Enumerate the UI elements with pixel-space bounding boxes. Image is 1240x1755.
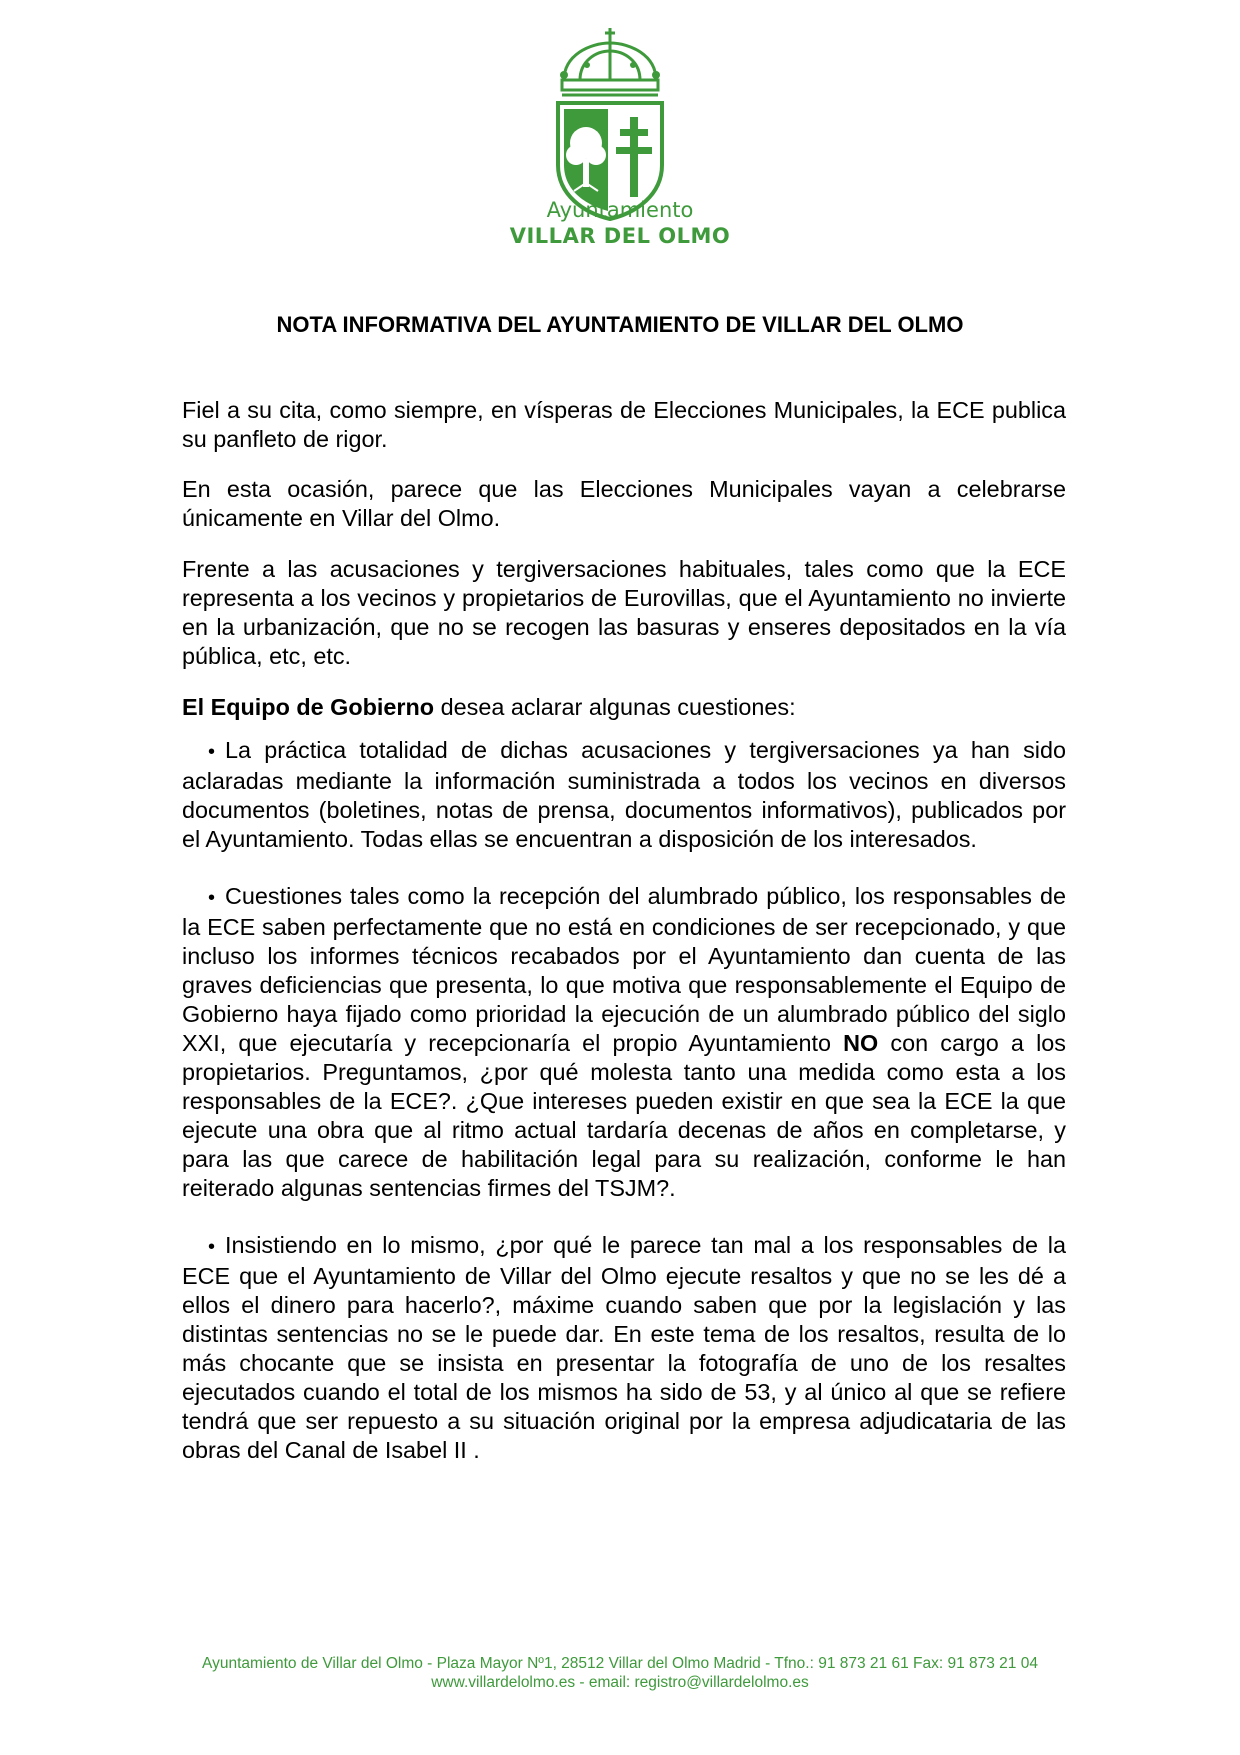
org-town: VILLAR DEL OLMO [509, 224, 731, 248]
paragraph-2: En esta ocasión, parece que las Elecciones Municipales vayan a celebrarse únicamente en Villar del Olmo. [182, 476, 1066, 531]
bullet-item-3-text: Insistiendo en lo mismo, ¿por qué le parece tan mal a los responsables de la ECE que el Ayuntamiento de Villar del Olmo ejecute resaltos y que no se les dé a ellos el dinero para hacerlo?, máxime cuando saben que por la legislación y las distintas sentencias no se le puede dar. En este tema de los resaltos, resulta de lo más chocante que se insista en presentar la fotografía de uno de los resaltes ejecutados cuando el total de los mismos ha sido de 53, y al único al que se refiere tendrá que ser repuesto a su situación original por la empresa adjudicataria de las obras del Canal de Isabel II . [182, 1232, 1066, 1463]
coat-of-arms-icon [540, 25, 680, 225]
bullet-item-2-text-a: Cuestiones tales como la recepción del alumbrado público, los responsables de la ECE saben perfectamente que no está en condiciones de ser recepcionado, y que incluso los informes técnicos recabados por el Ayuntamiento dan cuenta de las graves deficiencias que presenta, lo que motiva que responsablemente el Equipo de Gobierno haya fijado como prioridad la ejecución de un alumbrado público del siglo XXI, que ejecutaría y recepcionaría el propio Ayuntamiento [182, 883, 1066, 1056]
bullet-item-2-bold: NO [843, 1030, 879, 1056]
bullet-item-2 [182, 882, 1066, 1203]
bullet-icon: • [208, 887, 216, 909]
paragraph-4 [182, 693, 1066, 722]
paragraph-4-rest: desea aclarar algunas cuestiones: [434, 694, 796, 720]
paragraph-3: Frente a las acusaciones y tergiversaciones habituales, tales como que la ECE representa a los vecinos y propietarios de Eurovillas, que el Ayuntamiento no invierte en la urbanización, que no se recogen las basuras y enseres depositados en la vía pública, etc, etc. [182, 556, 1066, 669]
bullet-item-3 [182, 1231, 1066, 1465]
org-name: Ayuntamiento [546, 198, 694, 222]
bullet-item-1-text: La práctica totalidad de dichas acusaciones y tergiversaciones ya han sido aclaradas mediante la información suministrada a todos los vecinos en diversos documentos (boletines, notas de prensa, documentos informativos), publicados por el Ayuntamiento. Todas ellas se encuentran a disposición de los interesados. [182, 737, 1066, 852]
bullet-item-2-text-b: con cargo a los propietarios. Preguntamos, ¿por qué molesta tanto una medida como esta a los responsables de la ECE?. ¿Que intereses pueden existir en que sea la ECE la que ejecute una obra que al ritmo actual tardaría decenas de años en completarse, y para las que carece de habilitación legal para su realización, conforme le han reiterado algunas sentencias firmes del TSJM?. [182, 1030, 1066, 1201]
footer-contact[interactable]: www.villardelolmo.es - email: registro@villardelolmo.es [431, 1674, 809, 1691]
paragraph-4-bold: El Equipo de Gobierno [182, 694, 435, 720]
bullet-item-1 [182, 736, 1066, 854]
paragraph-1: Fiel a su cita, como siempre, en vísperas de Elecciones Municipales, la ECE publica su panfleto de rigor. [182, 397, 1066, 452]
bullet-icon: • [208, 741, 216, 763]
bullet-icon: • [208, 1236, 216, 1258]
footer [0, 1654, 1240, 1692]
document-body [182, 396, 1066, 1465]
footer-address: Ayuntamiento de Villar del Olmo - Plaza Mayor Nº1, 28512 Villar del Olmo Madrid - Tfno.: 91 873 21 61 Fax: 91 873 21 04 [202, 1655, 1038, 1672]
document-title: NOTA INFORMATIVA DEL AYUNTAMIENTO DE VILLAR DEL OLMO [276, 312, 964, 337]
